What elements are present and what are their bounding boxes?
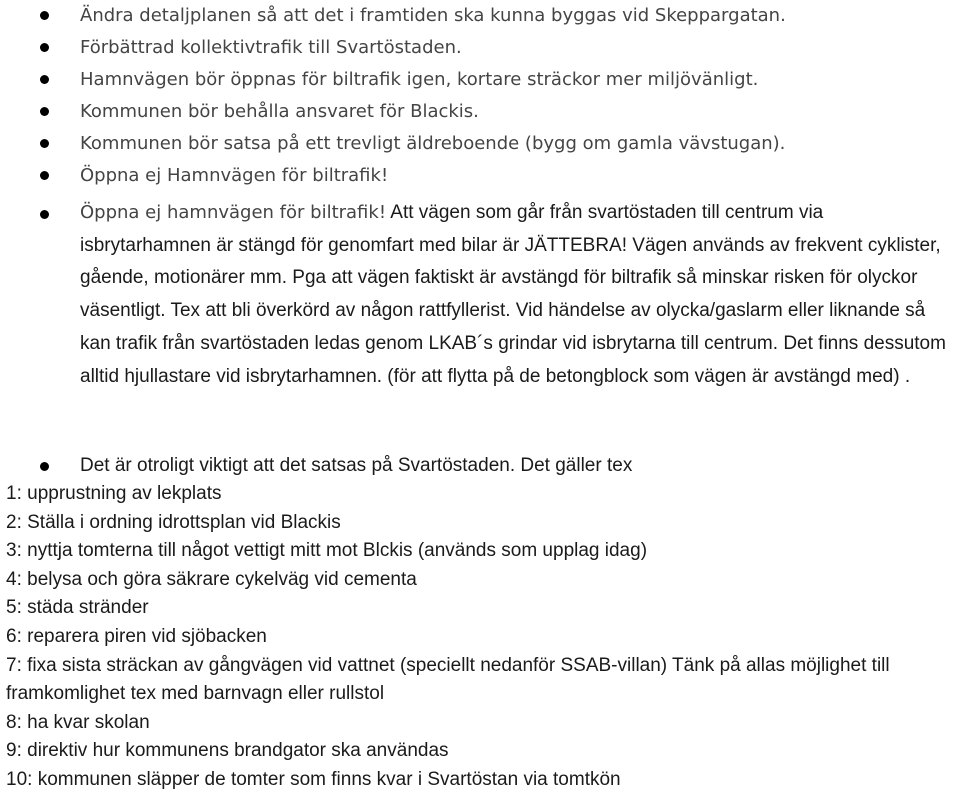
bullet-icon [40, 43, 49, 52]
bullet-icon [40, 171, 49, 180]
numbered-list [6, 480, 956, 795]
numbered-item: 1: upprustning av lekplats [6, 483, 222, 504]
list-item-text: Hamnvägen bör öppnas för biltrafik igen, kortare sträckor mer miljövänligt. [80, 69, 759, 90]
numbered-item: 9: direktiv hur kommunens brandgator ska användas [6, 740, 449, 762]
list-item [0, 451, 960, 481]
long-paragraph [80, 197, 955, 393]
list-item-text: Ändra detaljplanen så att det i framtiden ska kunna byggas vid Skeppargatan. [80, 5, 786, 26]
numbered-item: 7: fixa sista sträckan av gångvägen vid vattnet (speciellt nedanför SSAB-villan) Tänk på allas möjlighet till framkomlighet tex med barnvagn eller rullstol [6, 654, 890, 705]
bullet-icon [40, 75, 49, 84]
numbered-item: 4: belysa och göra säkrare cykelväg vid cementa [6, 568, 417, 590]
list-item [0, 32, 960, 64]
bullet-list-top [0, 0, 960, 192]
numbered-item: 6: reparera piren vid sjöbacken [6, 625, 267, 647]
list-item [0, 128, 960, 160]
list-item-text: Kommunen bör behålla ansvaret för Blackis. [80, 101, 479, 122]
list-item-text: Det är otroligt viktigt att det satsas på Svartöstaden. Det gäller tex [80, 455, 633, 476]
long-paragraph-lead: Öppna ej hamnvägen för biltrafik! [80, 202, 387, 223]
numbered-item: 10: kommunen släpper de tomter som finns kvar i Svartöstan via tomtkön [6, 768, 621, 790]
list-item [0, 64, 960, 96]
list-item [0, 96, 960, 128]
list-item [0, 0, 960, 32]
bullet-icon [40, 107, 49, 116]
list-item-text: Kommunen bör satsa på ett trevligt äldreboende (bygg om gamla vävstugan). [80, 133, 786, 154]
bullet-icon [40, 462, 49, 471]
list-item [0, 160, 960, 192]
bullet-icon [40, 210, 49, 219]
bullet-icon [40, 139, 49, 148]
numbered-item: 2: Ställa i ordning idrottsplan vid Blackis [6, 511, 341, 533]
long-paragraph-body: Att vägen som går från svartöstaden till centrum via isbrytarhamnen är stängd för genomfart med bilar är JÄTTEBRA! Vägen används av frekvent cyklister, gående, motionärer mm. Pga att vägen faktiskt är avstängd för biltrafik så minskar risken för olyckor väsentligt. Tex att bli överkörd av någon rattfyllerist. Vid händelse av olycka/gaslarm eller liknande så kan trafik från svartöstaden ledas genom LKAB´s grindar vid isbrytarna till centrum. Det finns dessutom alltid hjullastare vid isbrytarhamnen. (för att flytta på de betongblock som vägen är avstängd med) . [80, 202, 946, 387]
bullet-icon [40, 11, 49, 20]
numbered-item: 5: städa stränder [6, 597, 149, 619]
numbered-item: 3: nyttja tomterna till något vettigt mitt mot Blckis (används som upplag idag) [6, 540, 648, 562]
list-item-text: Förbättrad kollektivtrafik till Svartöstaden. [80, 37, 462, 58]
list-item-text: Öppna ej Hamnvägen för biltrafik! [80, 165, 389, 186]
numbered-item: 8: ha kvar skolan [6, 711, 150, 733]
